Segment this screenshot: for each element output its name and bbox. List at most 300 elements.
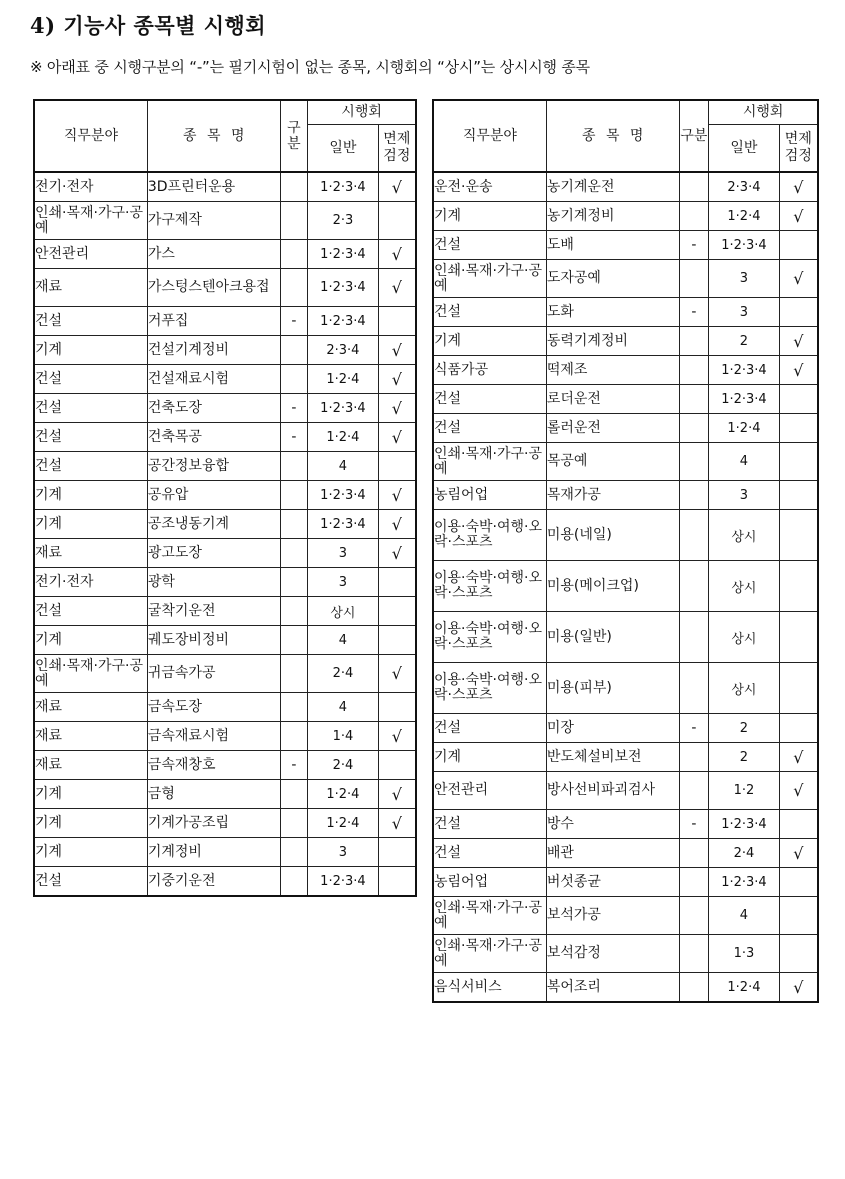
exempt-cell: √ [779, 772, 818, 810]
subject-cell-text: 보석감정 [546, 945, 601, 961]
gubun-cell: - [280, 394, 308, 423]
general-cell: 1·2·3·4 [308, 394, 378, 423]
table-note: ※ 아래표 중 시행구분의 “-”는 필기시험이 없는 종목, 시행회의 “상시”는 상시시행 종목 [30, 58, 590, 76]
subject-cell-text: 복어조리 [546, 978, 601, 995]
field-cell-text: 기계 [35, 631, 63, 648]
general-cell: 1·2·3·4 [308, 172, 378, 202]
field-cell-text: 안전관리 [434, 782, 489, 798]
exempt-cell: √ [779, 172, 818, 202]
exam-table-right [432, 99, 819, 1003]
subject-cell [546, 935, 679, 973]
table-row [433, 385, 818, 414]
field-cell-text: 건설 [35, 602, 63, 619]
subject-cell [546, 612, 679, 663]
field-cell-text: 전기·전자 [35, 178, 94, 195]
field-cell [433, 298, 546, 327]
subject-cell [546, 298, 679, 327]
general-cell: 1·2·4 [308, 780, 378, 809]
gubun-cell [280, 452, 308, 481]
gubun-cell [280, 365, 308, 394]
general-cell: 3 [308, 838, 378, 867]
exempt-cell: √ [779, 202, 818, 231]
field-cell-text: 기계 [35, 814, 63, 831]
field-cell [433, 897, 546, 935]
table-row [433, 414, 818, 443]
table-row [34, 172, 416, 202]
field-cell [34, 693, 147, 722]
subject-cell-text: 금속재료시험 [147, 727, 230, 744]
exempt-cell [378, 751, 416, 780]
subject-cell-text: 농기계운전 [546, 178, 615, 195]
exempt-cell: √ [378, 655, 416, 693]
exempt-cell: √ [378, 336, 416, 365]
field-cell [34, 838, 147, 867]
subject-cell-text: 금형 [147, 785, 175, 802]
gubun-cell [679, 414, 709, 443]
subject-cell [546, 839, 679, 868]
general-cell: 4 [308, 693, 378, 722]
gubun-cell [679, 743, 709, 772]
general-cell: 3 [308, 568, 378, 597]
field-cell-text: 건설 [35, 872, 63, 889]
general-cell: 1·2·3·4 [308, 240, 378, 269]
general-cell: 2·4 [308, 751, 378, 780]
subject-cell-text: 반도체설비보전 [546, 748, 642, 765]
exempt-cell: √ [378, 539, 416, 568]
subject-cell-text: 떡제조 [546, 361, 588, 378]
general-cell: 1·4 [308, 722, 378, 751]
subject-cell-text: 건설재료시험 [147, 370, 230, 387]
field-cell [433, 612, 546, 663]
field-cell-text: 기계 [35, 515, 63, 532]
gubun-cell: - [280, 423, 308, 452]
field-cell-text: 건설 [35, 457, 63, 474]
subject-cell [147, 693, 280, 722]
subject-cell [147, 336, 280, 365]
field-cell-text: 기계 [35, 785, 63, 802]
gubun-cell [280, 510, 308, 539]
field-cell-text: 건설 [35, 370, 63, 387]
exempt-cell [378, 202, 416, 240]
exempt-cell: √ [378, 722, 416, 751]
general-cell: 1·2·4 [709, 202, 779, 231]
field-cell-text: 인쇄·목재·가구·공예 [434, 899, 543, 931]
exempt-cell [378, 867, 416, 897]
field-cell [433, 172, 546, 202]
gubun-cell [679, 260, 709, 298]
subject-cell [546, 973, 679, 1003]
field-cell-text: 기계 [35, 341, 63, 358]
table-body-left [34, 172, 416, 896]
subject-cell [147, 394, 280, 423]
field-cell-text: 안전관리 [35, 245, 90, 262]
subject-cell-text: 도배 [546, 236, 574, 253]
subject-cell-text: 동력기계정비 [546, 332, 628, 349]
field-cell-text: 인쇄·목재·가구·공예 [434, 262, 543, 294]
subject-cell [546, 260, 679, 298]
table-row [34, 307, 416, 336]
subject-cell [147, 568, 280, 597]
table-row [34, 202, 416, 240]
field-cell-text: 운전·운송 [434, 178, 493, 195]
table-row [433, 356, 818, 385]
field-cell-text: 재료 [35, 544, 63, 561]
field-cell [34, 780, 147, 809]
page-title: 4) 기능사 종목별 시행회 [30, 13, 267, 38]
subject-cell [147, 751, 280, 780]
subject-cell-text: 미용(네일) [546, 526, 612, 543]
exempt-cell [779, 935, 818, 973]
field-cell-text: 식품가공 [434, 361, 489, 378]
subject-cell [147, 423, 280, 452]
exempt-cell: √ [378, 269, 416, 307]
general-cell: 상시 [709, 510, 779, 561]
table-row [34, 269, 416, 307]
field-cell [34, 307, 147, 336]
subject-cell-text: 굴착기운전 [147, 602, 216, 619]
field-cell-text: 재료 [35, 727, 63, 744]
field-cell-text: 기계 [35, 843, 63, 860]
general-cell: 4 [308, 626, 378, 655]
exempt-cell: √ [779, 327, 818, 356]
subject-cell [147, 597, 280, 626]
table-row [34, 481, 416, 510]
field-cell [34, 452, 147, 481]
gubun-cell [679, 839, 709, 868]
field-cell [433, 356, 546, 385]
subject-cell-text: 농기계정비 [546, 207, 615, 224]
general-cell: 3 [709, 481, 779, 510]
header-gubun: 구분 [679, 100, 709, 172]
general-cell: 1·3 [709, 935, 779, 973]
subject-cell [147, 172, 280, 202]
field-cell-text: 건설 [434, 303, 462, 320]
general-cell: 4 [709, 443, 779, 481]
field-cell [433, 414, 546, 443]
exempt-cell [779, 298, 818, 327]
gubun-cell [280, 269, 308, 307]
general-cell: 1·2 [709, 772, 779, 810]
exempt-cell [378, 452, 416, 481]
header-general: 일반 [709, 125, 779, 173]
header-exempt: 면제검정 [779, 125, 818, 173]
table-row [433, 810, 818, 839]
table-row [34, 539, 416, 568]
gubun-cell [280, 568, 308, 597]
general-cell: 1·2·4 [308, 423, 378, 452]
subject-cell [546, 385, 679, 414]
subject-cell [147, 452, 280, 481]
gubun-cell [679, 443, 709, 481]
general-cell: 2·4 [709, 839, 779, 868]
field-cell-text: 건설 [434, 419, 462, 436]
subject-cell-text: 미장 [546, 719, 574, 736]
field-cell [433, 772, 546, 810]
subject-cell-text: 광고도장 [147, 544, 202, 561]
subject-cell-text: 버섯종균 [546, 873, 601, 890]
field-cell [34, 394, 147, 423]
subject-cell-text: 공유압 [147, 486, 189, 503]
general-cell: 1·2·3·4 [308, 510, 378, 539]
subject-cell-text: 도화 [546, 303, 574, 320]
field-cell [433, 743, 546, 772]
header-exempt: 면제검정 [378, 125, 416, 173]
gubun-cell [280, 172, 308, 202]
subject-cell-text: 목재가공 [546, 486, 601, 503]
field-cell [34, 240, 147, 269]
gubun-cell: - [679, 810, 709, 839]
table-row [433, 612, 818, 663]
general-cell: 상시 [709, 663, 779, 714]
exempt-cell [779, 443, 818, 481]
field-cell-text: 음식서비스 [434, 978, 502, 995]
field-cell-text: 기계 [434, 748, 462, 765]
subject-cell [147, 539, 280, 568]
field-cell-text: 이용·숙박·여행·오락·스포츠 [434, 621, 543, 652]
general-cell: 1·2·4 [308, 809, 378, 838]
table-row [34, 655, 416, 693]
subject-cell-text: 가스 [147, 245, 175, 262]
subject-cell [546, 510, 679, 561]
field-cell [433, 231, 546, 260]
gubun-cell [679, 172, 709, 202]
subject-cell [147, 510, 280, 539]
field-cell [34, 751, 147, 780]
field-cell-text: 이용·숙박·여행·오락·스포츠 [434, 570, 543, 601]
general-cell: 2·4 [308, 655, 378, 693]
general-cell: 상시 [709, 612, 779, 663]
field-cell [34, 722, 147, 751]
field-cell [433, 663, 546, 714]
field-cell [433, 385, 546, 414]
exempt-cell [779, 897, 818, 935]
exempt-cell: √ [378, 394, 416, 423]
field-cell-text: 건설 [434, 236, 462, 253]
field-cell [34, 510, 147, 539]
general-cell: 3 [709, 298, 779, 327]
field-cell-text: 재료 [35, 279, 63, 295]
gubun-cell [280, 626, 308, 655]
table-row [433, 561, 818, 612]
exempt-cell: √ [378, 809, 416, 838]
field-cell-text: 건설 [434, 815, 462, 832]
field-cell-text: 재료 [35, 698, 63, 715]
general-cell: 2 [709, 743, 779, 772]
field-cell [34, 867, 147, 897]
general-cell: 1·2·3·4 [308, 481, 378, 510]
subject-cell [147, 809, 280, 838]
table-row [433, 260, 818, 298]
table-row [34, 336, 416, 365]
general-cell: 1·2·4 [709, 973, 779, 1003]
table-row [34, 568, 416, 597]
field-cell [34, 365, 147, 394]
gubun-cell [679, 868, 709, 897]
exempt-cell [779, 414, 818, 443]
exempt-cell: √ [378, 240, 416, 269]
gubun-cell [679, 772, 709, 810]
subject-cell [147, 626, 280, 655]
table-row [34, 867, 416, 897]
header-field: 직무분야 [433, 100, 546, 172]
table-row [433, 327, 818, 356]
table-row [433, 231, 818, 260]
field-cell [34, 568, 147, 597]
gubun-cell [280, 693, 308, 722]
field-cell-text: 건설 [434, 719, 462, 736]
gubun-cell [280, 481, 308, 510]
subject-cell [546, 810, 679, 839]
subject-cell-text: 공조냉동기계 [147, 515, 230, 532]
table-row [34, 452, 416, 481]
field-cell-text: 인쇄·목재·가구·공예 [434, 937, 543, 969]
gubun-cell [679, 612, 709, 663]
gubun-cell: - [679, 298, 709, 327]
general-cell: 1·2·3·4 [709, 231, 779, 260]
field-cell-text: 건설 [35, 428, 63, 445]
subject-cell [147, 481, 280, 510]
gubun-cell [280, 722, 308, 751]
subject-cell-text: 방사선비파괴검사 [546, 782, 656, 798]
field-cell-text: 기계 [434, 332, 462, 349]
gubun-cell [679, 897, 709, 935]
general-cell: 1·2·3·4 [709, 385, 779, 414]
subject-cell [546, 897, 679, 935]
subject-cell-text: 롤러운전 [546, 419, 601, 436]
field-cell [433, 868, 546, 897]
gubun-cell [280, 867, 308, 897]
subject-cell [546, 172, 679, 202]
gubun-cell [280, 597, 308, 626]
subject-cell-text: 배관 [546, 844, 574, 861]
table-row [433, 935, 818, 973]
general-cell: 상시 [709, 561, 779, 612]
subject-cell [546, 414, 679, 443]
gubun-cell [679, 510, 709, 561]
gubun-cell: - [679, 231, 709, 260]
table-row [433, 897, 818, 935]
field-cell [34, 269, 147, 307]
gubun-cell [280, 780, 308, 809]
table-row [433, 868, 818, 897]
subject-cell [147, 365, 280, 394]
subject-cell [546, 743, 679, 772]
exempt-cell [378, 693, 416, 722]
general-cell: 1·2·3·4 [308, 307, 378, 336]
subject-cell [546, 231, 679, 260]
field-cell [34, 809, 147, 838]
table-row [34, 693, 416, 722]
gubun-cell: - [280, 751, 308, 780]
exempt-cell [779, 481, 818, 510]
field-cell [433, 810, 546, 839]
table-row [433, 443, 818, 481]
gubun-cell [280, 655, 308, 693]
exempt-cell [779, 663, 818, 714]
exempt-cell [378, 307, 416, 336]
exempt-cell [378, 626, 416, 655]
subject-cell-text: 보석가공 [546, 907, 601, 923]
subject-cell [147, 867, 280, 897]
table-row [34, 423, 416, 452]
exempt-cell: √ [378, 365, 416, 394]
exempt-cell: √ [779, 356, 818, 385]
header-gubun: 구분 [280, 100, 308, 172]
field-cell [433, 202, 546, 231]
field-cell-text: 이용·숙박·여행·오락·스포츠 [434, 519, 543, 550]
general-cell: 3 [709, 260, 779, 298]
subject-cell [546, 561, 679, 612]
exempt-cell: √ [378, 172, 416, 202]
field-cell-text: 인쇄·목재·가구·공예 [35, 204, 144, 236]
table-row [433, 772, 818, 810]
field-cell-text: 인쇄·목재·가구·공예 [434, 445, 543, 477]
table-body-right [433, 172, 818, 1002]
field-cell-text: 건설 [35, 312, 63, 329]
field-cell-text: 건설 [434, 844, 462, 861]
field-cell [433, 510, 546, 561]
subject-cell-text: 미용(일반) [546, 628, 612, 645]
subject-cell [546, 327, 679, 356]
exempt-cell: √ [378, 510, 416, 539]
field-cell [433, 443, 546, 481]
exempt-cell: √ [378, 481, 416, 510]
subject-cell-text: 거푸집 [147, 312, 189, 329]
field-cell [34, 626, 147, 655]
general-cell: 2·3 [308, 202, 378, 240]
subject-cell [546, 868, 679, 897]
gubun-cell [280, 539, 308, 568]
general-cell: 상시 [308, 597, 378, 626]
exempt-cell: √ [378, 423, 416, 452]
gubun-cell [679, 327, 709, 356]
exempt-cell: √ [779, 260, 818, 298]
table-row [433, 743, 818, 772]
exempt-cell: √ [378, 780, 416, 809]
header-field: 직무분야 [34, 100, 147, 172]
gubun-cell [679, 561, 709, 612]
header-general: 일반 [308, 125, 378, 173]
general-cell: 2 [709, 714, 779, 743]
subject-cell [147, 269, 280, 307]
exam-table-left [33, 99, 417, 897]
field-cell-text: 전기·전자 [35, 573, 94, 590]
table-row [433, 202, 818, 231]
exempt-cell [779, 810, 818, 839]
general-cell: 1·2·4 [709, 414, 779, 443]
gubun-cell [679, 481, 709, 510]
general-cell: 3 [308, 539, 378, 568]
field-cell [433, 973, 546, 1003]
gubun-cell [280, 240, 308, 269]
exempt-cell [378, 838, 416, 867]
field-cell-text: 인쇄·목재·가구·공예 [35, 657, 144, 689]
table-row [34, 838, 416, 867]
field-cell [433, 481, 546, 510]
subject-cell-text: 방수 [546, 815, 574, 832]
field-cell [433, 714, 546, 743]
exempt-cell: √ [779, 839, 818, 868]
subject-cell-text: 건축도장 [147, 399, 202, 416]
field-cell-text: 이용·숙박·여행·오락·스포츠 [434, 672, 543, 703]
field-cell [34, 539, 147, 568]
subject-cell [147, 655, 280, 693]
general-cell: 2·3·4 [709, 172, 779, 202]
table-row [433, 714, 818, 743]
subject-cell-text: 금속재창호 [147, 756, 216, 773]
field-cell [34, 655, 147, 693]
subject-cell-text: 기계가공조립 [147, 814, 230, 831]
